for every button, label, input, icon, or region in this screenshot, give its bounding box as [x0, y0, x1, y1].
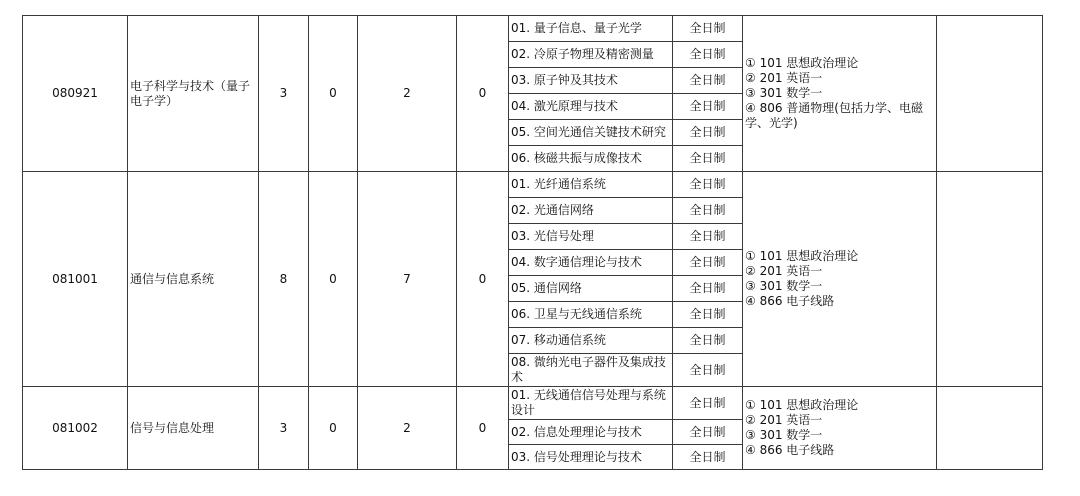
exam-subject: ① 101 思想政治理论	[745, 249, 859, 263]
direction-name: 07. 移动通信系统	[509, 328, 673, 354]
direction-name: 02. 信息处理理论与技术	[509, 420, 673, 445]
direction-name: 02. 光通信网络	[509, 198, 673, 224]
direction-name: 05. 空间光通信关键技术研究	[509, 120, 673, 146]
exam-subject: ② 201 英语一	[745, 413, 823, 427]
study-mode: 全日制	[673, 302, 743, 328]
major-name: 信号与信息处理	[128, 387, 259, 470]
exam-subject: ② 201 英语一	[745, 264, 823, 278]
count-cell: 8	[259, 172, 309, 387]
exam-subjects	[743, 16, 937, 172]
direction-name: 04. 激光原理与技术	[509, 94, 673, 120]
direction-name: 04. 数字通信理论与技术	[509, 250, 673, 276]
count-cell: 7	[358, 172, 457, 387]
study-mode: 全日制	[673, 276, 743, 302]
exam-subject: ③ 301 数学一	[745, 86, 823, 100]
study-mode: 全日制	[673, 224, 743, 250]
direction-name: 02. 冷原子物理及精密测量	[509, 42, 673, 68]
major-code: 080921	[23, 16, 128, 172]
exam-subject: ② 201 英语一	[745, 71, 823, 85]
enrollment-table	[22, 15, 1043, 470]
notes-cell	[937, 172, 1043, 387]
direction-name: 06. 核磁共振与成像技术	[509, 146, 673, 172]
direction-name: 01. 无线通信信号处理与系统设计	[509, 387, 673, 420]
count-cell: 2	[358, 387, 457, 470]
study-mode: 全日制	[673, 120, 743, 146]
count-cell: 0	[309, 16, 358, 172]
major-name: 通信与信息系统	[128, 172, 259, 387]
table-body	[23, 16, 1043, 470]
major-name: 电子科学与技术（量子电子学）	[128, 16, 259, 172]
exam-subjects	[743, 387, 937, 470]
study-mode: 全日制	[673, 387, 743, 420]
study-mode: 全日制	[673, 198, 743, 224]
exam-subject: ④ 866 电子线路	[745, 294, 835, 308]
count-cell: 0	[309, 172, 358, 387]
study-mode: 全日制	[673, 420, 743, 445]
count-cell: 2	[358, 16, 457, 172]
exam-subject: ① 101 思想政治理论	[745, 56, 859, 70]
major-code: 081002	[23, 387, 128, 470]
count-cell: 0	[457, 387, 509, 470]
direction-name: 03. 光信号处理	[509, 224, 673, 250]
study-mode: 全日制	[673, 146, 743, 172]
study-mode: 全日制	[673, 16, 743, 42]
study-mode: 全日制	[673, 172, 743, 198]
count-cell: 3	[259, 16, 309, 172]
direction-name: 03. 原子钟及其技术	[509, 68, 673, 94]
table-row	[23, 172, 1043, 198]
exam-subject: ③ 301 数学一	[745, 428, 823, 442]
study-mode: 全日制	[673, 328, 743, 354]
study-mode: 全日制	[673, 42, 743, 68]
exam-subject: ④ 866 电子线路	[745, 443, 835, 457]
direction-name: 06. 卫星与无线通信系统	[509, 302, 673, 328]
major-code: 081001	[23, 172, 128, 387]
study-mode: 全日制	[673, 94, 743, 120]
direction-name: 01. 量子信息、量子光学	[509, 16, 673, 42]
table-row	[23, 387, 1043, 420]
count-cell: 0	[457, 16, 509, 172]
study-mode: 全日制	[673, 250, 743, 276]
exam-subject: ③ 301 数学一	[745, 279, 823, 293]
direction-name: 01. 光纤通信系统	[509, 172, 673, 198]
direction-name: 05. 通信网络	[509, 276, 673, 302]
exam-subject: ④ 806 普通物理(包括力学、电磁学、光学)	[745, 101, 923, 130]
count-cell: 0	[457, 172, 509, 387]
exam-subjects	[743, 172, 937, 387]
count-cell: 3	[259, 387, 309, 470]
direction-name: 08. 微纳光电子器件及集成技术	[509, 354, 673, 387]
direction-name: 03. 信号处理理论与技术	[509, 445, 673, 470]
table-row	[23, 16, 1043, 42]
study-mode: 全日制	[673, 68, 743, 94]
count-cell: 0	[309, 387, 358, 470]
study-mode: 全日制	[673, 354, 743, 387]
notes-cell	[937, 387, 1043, 470]
notes-cell	[937, 16, 1043, 172]
study-mode: 全日制	[673, 445, 743, 470]
exam-subject: ① 101 思想政治理论	[745, 398, 859, 412]
